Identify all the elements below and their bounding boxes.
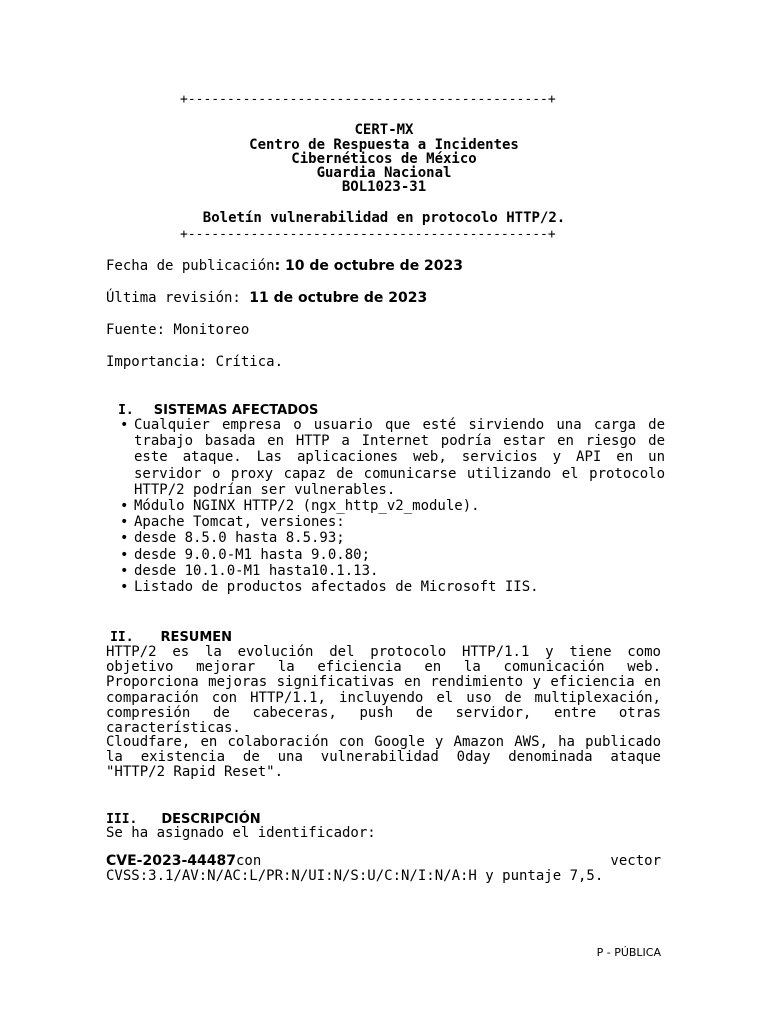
bulletin-title: Boletín vulnerabilidad en protocolo HTTP/2. [202, 210, 566, 226]
summary-paragraph-1: HTTP/2 es la evolución del protocolo HTTP/1.1 y tiene como objetivo mejorar la eficiencia en la comunicación web. Proporciona mejoras significativas en rendimiento y eficiencia en comparación con HTTP/1.1, incluyendo el uso de multiplexación, compresión de cabeceras, push de servidor, entre otras características. [106, 644, 661, 737]
source-line: Fuente: Monitoreo [106, 322, 250, 338]
header-center-line1: Centro de Respuesta a Incidentes [249, 137, 519, 153]
section-2-title: RESUMEN [160, 630, 233, 645]
cve-vector-word: vector [610, 853, 661, 869]
list-item: • Módulo NGINX HTTP/2 (ngx_http_v2_module). [120, 498, 665, 514]
header-rule-bottom: +----------------------------------------------+ [180, 227, 556, 242]
revision-date-label: Última revisión: [106, 290, 250, 306]
section-3-number: III. [106, 812, 138, 827]
publication-date-label: Fecha de publicación [106, 258, 275, 274]
section-2-heading [101, 615, 232, 645]
publication-date [106, 258, 463, 274]
importance-line: Importancia: Crítica. [106, 354, 284, 370]
description-intro: Se ha asignado el identificador: [106, 825, 376, 841]
list-item: • Cualquier empresa o usuario que esté sirviendo una carga de trabajo basada en HTTP a Internet podría estar en riesgo de este ataque. Las aplicaciones web, servicios y API en un servidor o proxy capaz de comunicarse utilizando el protocolo HTTP/2 podrían ser vulnerables. [120, 417, 665, 498]
header-agency: Guardia Nacional [316, 165, 452, 181]
list-item: • desde 8.5.0 hasta 8.5.93; [120, 530, 665, 546]
classification-footer: P - PÚBLICA [596, 946, 661, 959]
summary-paragraph-2: Cloudfare, en colaboración con Google y Amazon AWS, ha publicado la existencia de una vulnerabilidad 0day denominada ataque "HTTP/2 Rapid Reset". [106, 734, 661, 781]
section-3-heading [97, 797, 261, 827]
tomcat-versions-list [106, 530, 665, 579]
cve-con: con [235, 853, 262, 869]
publication-date-value: : 10 de octubre de 2023 [274, 258, 464, 274]
list-item: • desde 10.1.0-M1 hasta10.1.13. [120, 563, 665, 579]
tomcat-label: Apache Tomcat, versiones: [134, 514, 345, 531]
header-center-line2: Cibernéticos de México [291, 151, 477, 167]
list-item: • Listado de productos afectados de Microsoft IIS. [120, 579, 665, 595]
section-2-number: II. [110, 630, 134, 645]
header-org: CERT-MX [354, 122, 414, 138]
list-item: • desde 9.0.0-M1 hasta 9.0.80; [120, 547, 665, 563]
section-1-number: I. [118, 403, 134, 418]
cve-id: CVE-2023-44487 [106, 853, 236, 869]
revision-date-value: 11 de octubre de 2023 [249, 290, 428, 306]
section-1-heading [109, 388, 318, 418]
header-code: BOL1023-31 [341, 179, 427, 195]
section-3-title: DESCRIPCIÓN [161, 812, 261, 827]
revision-date [106, 290, 427, 306]
cve-line [106, 853, 661, 869]
cvss-line: CVSS:3.1/AV:N/AC:L/PR:N/UI:N/S:U/C:N/I:N/A:H y puntaje 7,5. [106, 868, 604, 884]
section-1-title: SISTEMAS AFECTADOS [153, 403, 319, 418]
affected-systems-list [120, 417, 665, 595]
list-item [120, 514, 665, 579]
header-rule-top: +----------------------------------------------+ [180, 92, 556, 107]
